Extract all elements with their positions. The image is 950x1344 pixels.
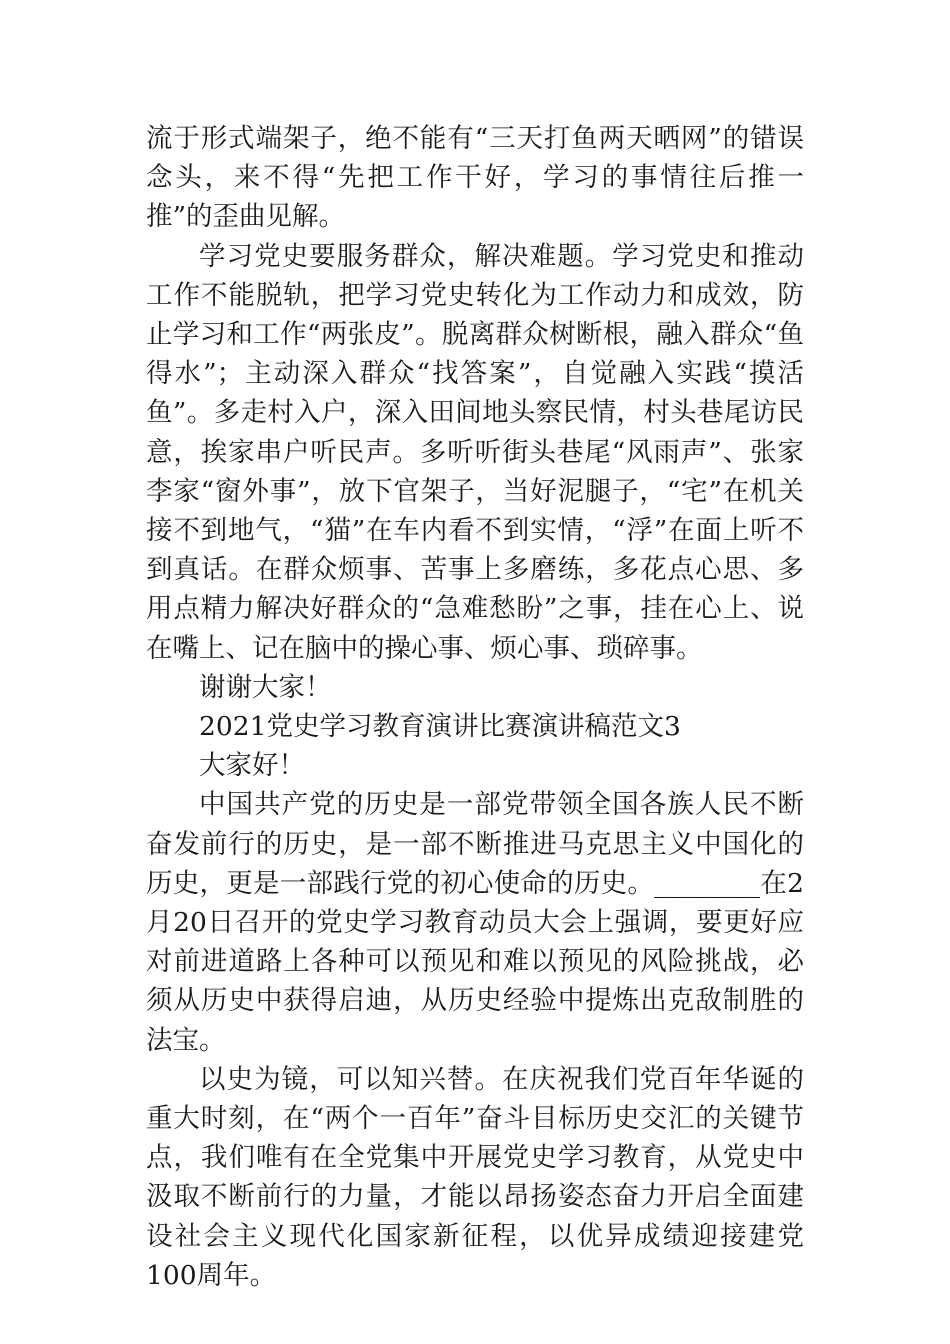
document-body [146,119,804,1295]
paragraph-continuation: 流于形式端架子，绝不能有“三天打鱼两天晒网”的错误念头，来不得“先把工作干好，学习的事情往后推一推”的歪曲见解。 [146,123,804,233]
paragraph-history-mirror: 以史为镜，可以知兴替。在庆祝我们党百年华诞的重大时刻，在“两个一百年”奋斗目标历史交汇的关键节点，我们唯有在全党集中开展党史学习教育，从党史中汲取不断前行的力量，才能以昂扬姿态奋力开启全面建设社会主义现代化国家新征程，以优异成绩迎接建党100周年。 [146,1063,804,1291]
paragraph-party-history: 中国共产党的历史是一部党带领全国各族人民不断奋发前行的历史，是一部不断推进马克思主义中国化的历史，更是一部践行党的初心使命的历史。________在2月20日召开的党史学习教育动员大会上强调，要更好应对前进道路上各种可以预见和难以预见的风险挑战，必须从历史中获得启迪，从历史经验中提炼出克敌制胜的法宝。 [146,789,804,1056]
paragraph-greeting: 大家好！ [199,750,305,782]
section-title: 2021党史学习教育演讲比赛演讲稿范文3 [199,711,681,743]
paragraph-serve-masses: 学习党史要服务群众，解决难题。学习党史和推动工作不能脱轨，把学习党史转化为工作动力和成效，防止学习和工作“两张皮”。脱离群众树断根，融入群众“鱼得水”；主动深入群众“找答案”，自觉融入实践“摸活鱼”。多走村入户，深入田间地头察民情，村头巷尾访民意，挨家串户听民声。多听听街头巷尾“风雨声”、张家李家“窗外事”，放下官架子，当好泥腿子，“宅”在机关接不到地气，“猫”在车内看不到实情，“浮”在面上听不到真话。在群众烦事、苦事上多磨练，多花点心思、多用点精力解决好群众的“急难愁盼”之事，挂在心上、说在嘴上、记在脑中的操心事、烦心事、琐碎事。 [146,240,804,664]
paragraph-thanks: 谢谢大家！ [199,671,332,703]
